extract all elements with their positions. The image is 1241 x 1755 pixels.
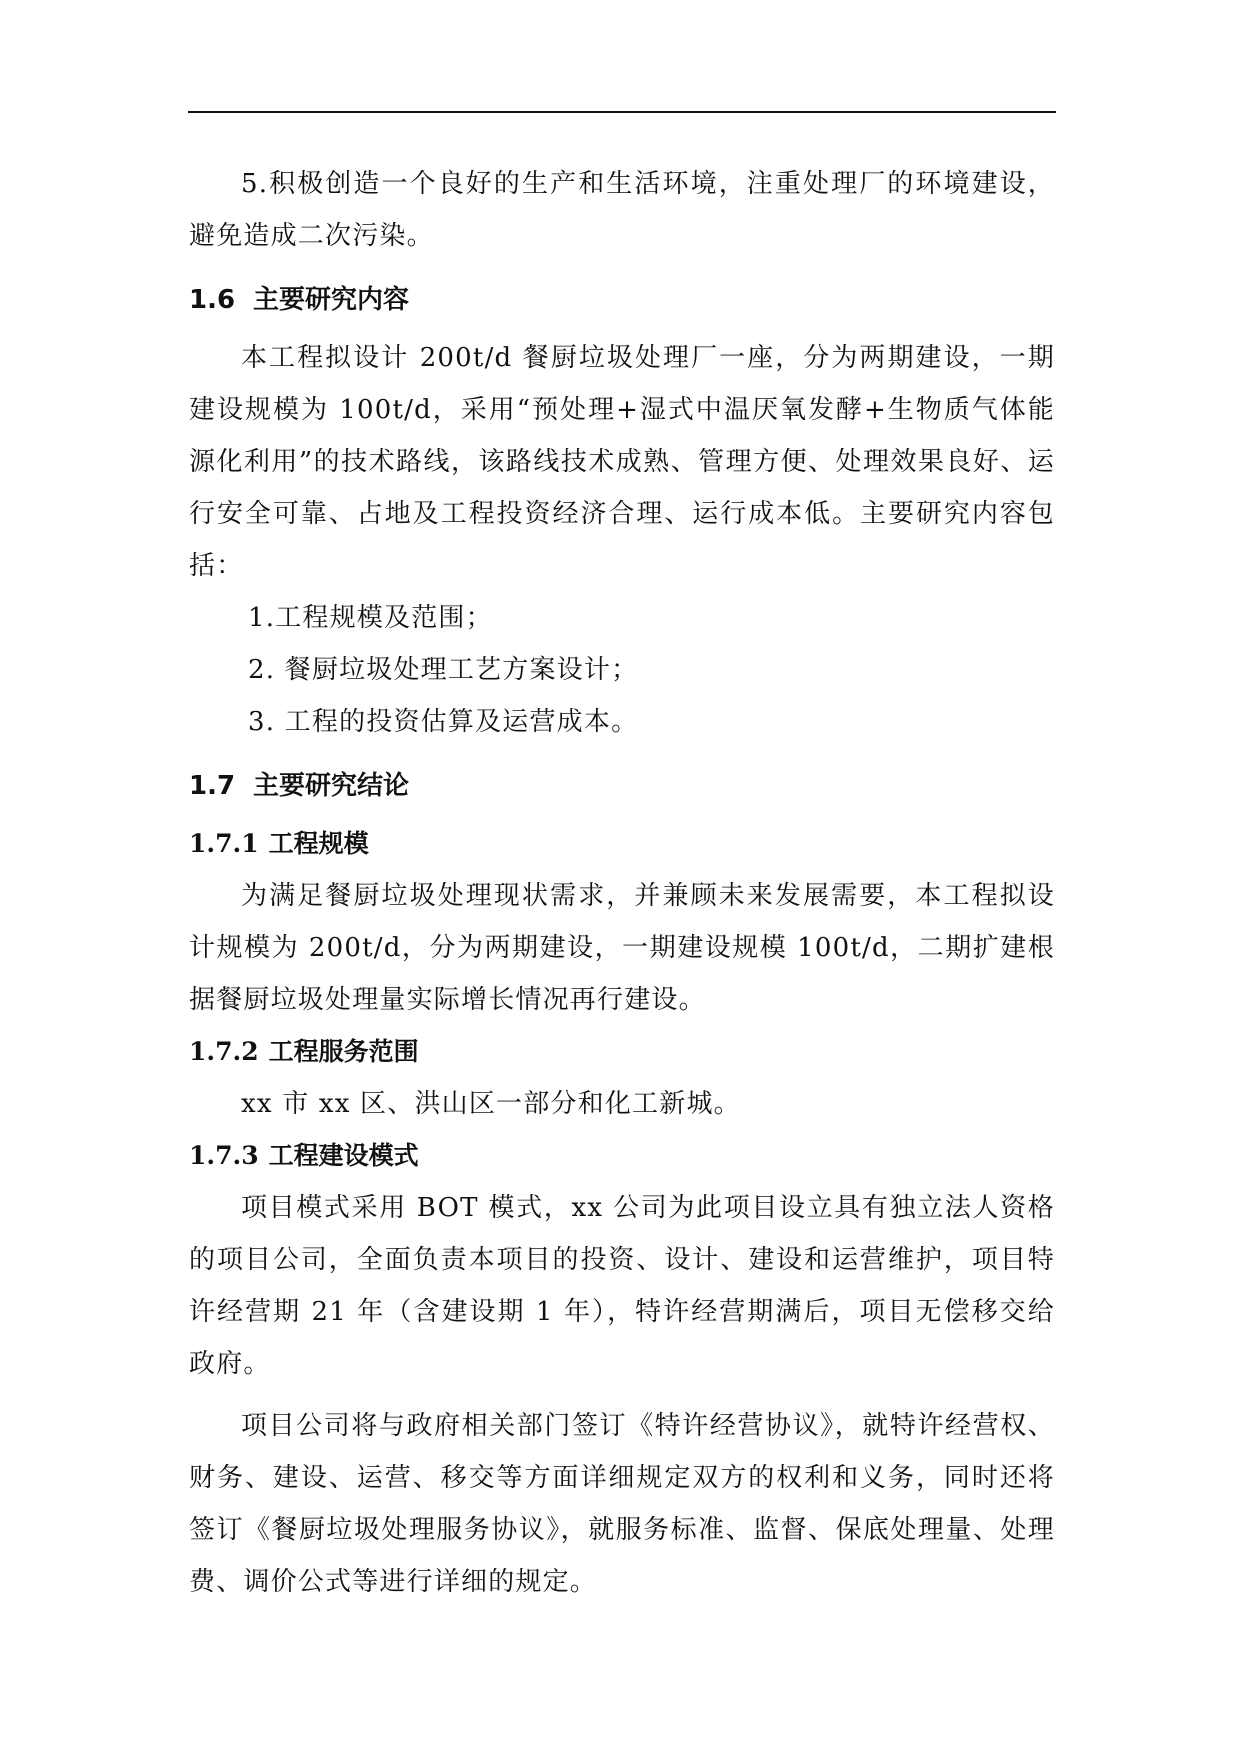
- heading-title: 工程服务范围: [268, 1037, 419, 1066]
- document-body: [189, 158, 1055, 1608]
- heading-title: 工程建设模式: [268, 1141, 419, 1170]
- list-item: 2. 餐厨垃圾处理工艺方案设计；: [248, 655, 639, 685]
- heading-title: 主要研究内容: [253, 285, 410, 315]
- heading-1-7-2: [189, 1026, 1055, 1078]
- paragraph-environment: 5.积极创造一个良好的生产和生活环境，注重处理厂的环境建设，避免造成二次污染。: [189, 169, 1055, 251]
- heading-number: 1.7.2: [189, 1037, 259, 1066]
- heading-1-7: [189, 760, 1055, 812]
- heading-1-7-1: [189, 818, 1055, 870]
- heading-1-7-3: [189, 1130, 1055, 1182]
- heading-number: 1.6: [189, 285, 236, 315]
- paragraph-bot-mode: 项目模式采用 BOT 模式，xx 公司为此项目设立具有独立法人资格的项目公司，全面负责本项目的投资、设计、建设和运营维护，项目特许经营期 21 年（含建设期 1 年），特许经营期满后，项目无偿移交给政府。: [189, 1193, 1055, 1379]
- paragraph-service-area: xx 市 xx 区、洪山区一部分和化工新城。: [241, 1089, 741, 1119]
- list-item: 1.工程规模及范围；: [248, 603, 493, 633]
- heading-title: 工程规模: [268, 829, 369, 858]
- paragraph-agreements: 项目公司将与政府相关部门签订《特许经营协议》，就特许经营权、财务、建设、运营、移交等方面详细规定双方的权利和义务，同时还将签订《餐厨垃圾处理服务协议》，就服务标准、监督、保底处理量、处理费、调价公式等进行详细的规定。: [189, 1411, 1055, 1597]
- heading-1-6: [189, 274, 1055, 326]
- paragraph-scale: 为满足餐厨垃圾处理现状需求，并兼顾未来发展需要，本工程拟设计规模为 200t/d，分为两期建设，一期建设规模 100t/d，二期扩建根据餐厨垃圾处理量实际增长情况再行建设。: [189, 881, 1055, 1015]
- heading-number: 1.7.3: [189, 1141, 259, 1170]
- list-item: 3. 工程的投资估算及运营成本。: [248, 707, 639, 737]
- heading-title: 主要研究结论: [253, 771, 410, 801]
- paragraph-research-content: 本工程拟设计 200t/d 餐厨垃圾处理厂一座，分为两期建设，一期建设规模为 100t/d，采用“预处理+湿式中温厌氧发酵+生物质气体能源化利用”的技术路线，该路线技术成熟、管理方便、处理效果良好、运行安全可靠、占地及工程投资经济合理、运行成本低。主要研究内容包括：: [189, 343, 1055, 581]
- heading-number: 1.7: [189, 771, 236, 801]
- header-rule: [188, 111, 1056, 113]
- heading-number: 1.7.1: [189, 829, 259, 858]
